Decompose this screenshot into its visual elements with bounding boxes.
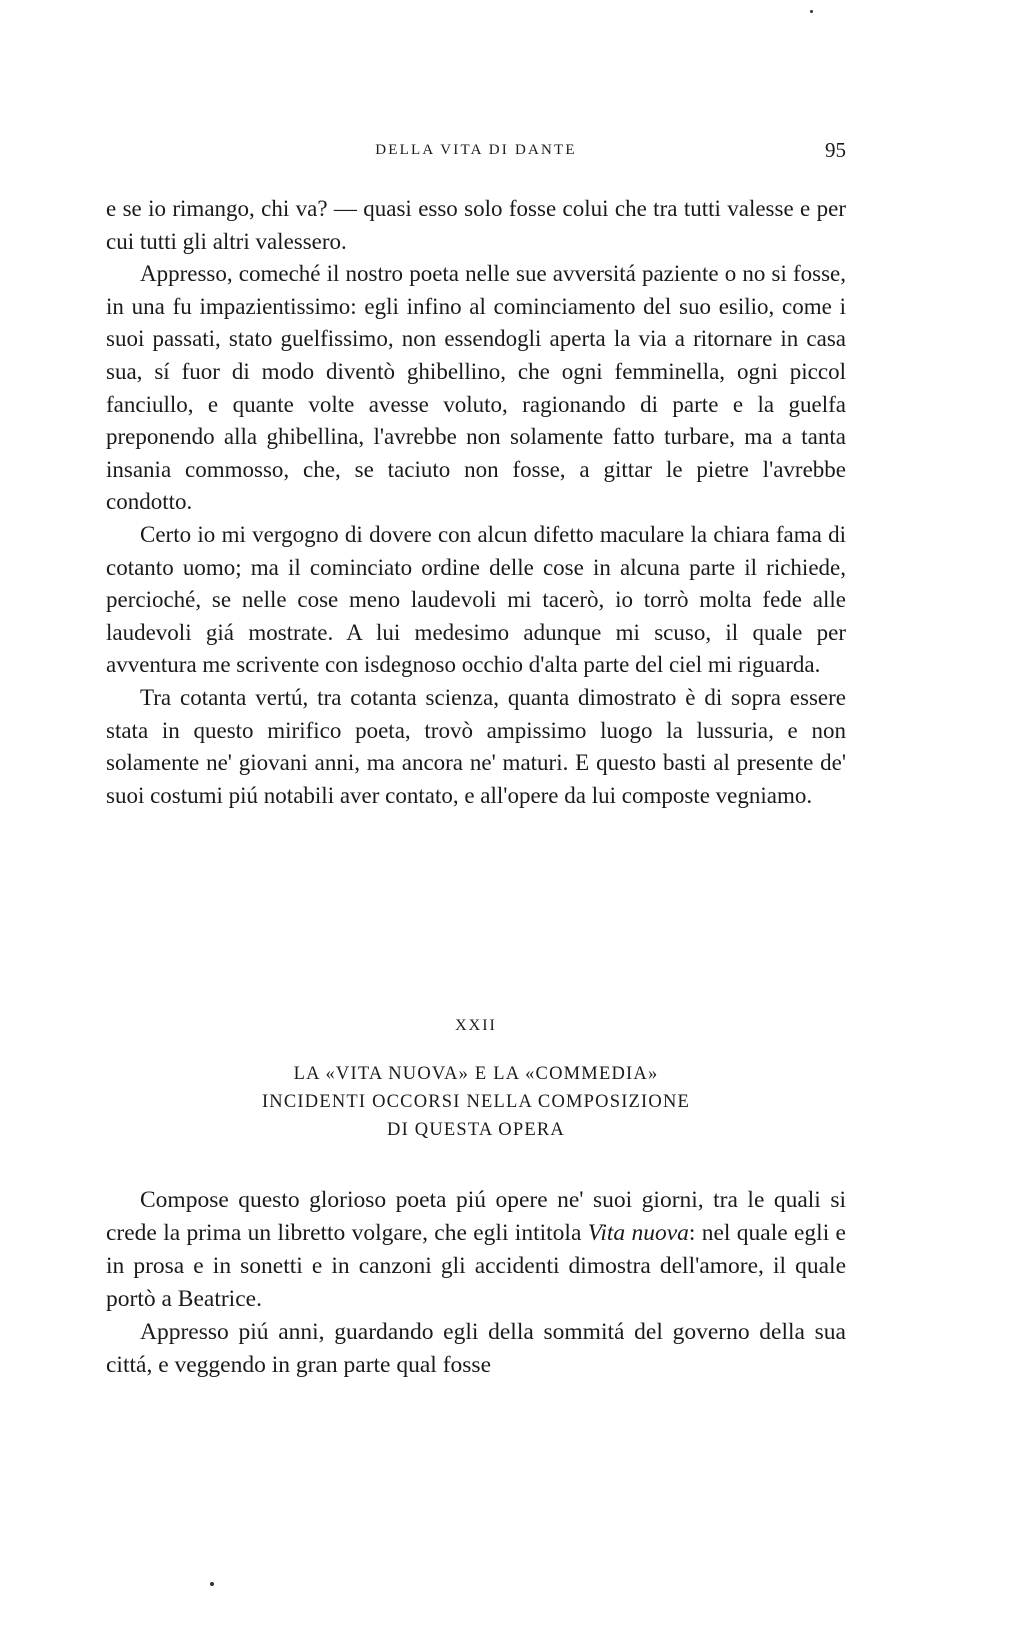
chapter-heading-line: LA «VITA NUOVA» E LA «COMMEDIA»: [293, 1064, 659, 1084]
work-title: Vita nuova: [587, 1220, 689, 1246]
paragraph-text: : nel quale egli e in prosa e in sonetti e in canzoni gli accidenti dimostra dell'amore, il quale portò a Beatrice.: [106, 1220, 846, 1312]
print-speck: [810, 10, 813, 13]
page-number: 95: [825, 138, 846, 162]
text-block-chapter-xxii: [106, 1184, 846, 1382]
print-speck: [210, 1582, 214, 1586]
chapter-heading-line: INCIDENTI OCCORSI NELLA COMPOSIZIONE: [261, 1092, 691, 1112]
paragraph: [106, 1184, 846, 1316]
paragraph: Certo io mi vergogno di dovere con alcun difetto maculare la chiara fama di cotanto uomo; ma il cominciato ordine delle cose in alcuna parte il richiede, percioché, se nelle cose meno laudevoli mi tacerò, io torrò molta fede alle laudevoli giá mostrate. A lui medesimo adunque mi scuso, il quale per avventura me scrivente con isdegnoso occhio d'alta parte del ciel mi riguarda.: [106, 521, 846, 678]
chapter-number: XXII: [455, 1017, 497, 1034]
paragraph: Tra cotanta vertú, tra cotanta scienza, quanta dimostrato è di sopra essere stata in questo mirifico poeta, trovò ampissimo luogo la lussuria, e non solamente ne' giovani anni, ma ancora ne' maturi. E questo basti al presente de' suoi costumi piú notabili aver contato, e all'opere da lui composte vegniamo.: [106, 684, 846, 808]
paragraph-text: Compose questo glorioso poeta piú opere ne' suoi giorni, tra le quali si crede la prima un libretto volgare, che egli intitola: [106, 1187, 846, 1246]
paragraph-continuation: e se io rimango, chi va? — quasi esso solo fosse colui che tra tutti valesse e per cui tutti gli altri valessero.: [106, 196, 846, 254]
chapter-heading-line: DI QUESTA OPERA: [387, 1120, 565, 1140]
text-block-previous-chapter: [106, 193, 846, 812]
paragraph: Appresso piú anni, guardando egli della sommitá del governo della sua cittá, e veggendo in gran parte qual fosse: [106, 1319, 846, 1378]
paragraph: Appresso, comeché il nostro poeta nelle sue avversitá paziente o no si fosse, in una fu impazientissimo: egli infino al cominciamento del suo esilio, come i suoi passati, stato guelfissimo, non essendogli aperta la via a ritornare in casa sua, sí fuor di modo diventò ghibellino, che ogni femminella, ogni piccol fanciullo, e quante volte avesse voluto, ragionando di parte e la guelfa preponendo alla ghibellina, l'avrebbe non solamente fatto turbare, ma a tanta insania commosso, che, se taciuto non fosse, a gittar le pietre l'avrebbe condotto.: [106, 261, 846, 515]
running-title: DELLA VITA DI DANTE: [375, 142, 577, 158]
running-head: [106, 138, 846, 164]
chapter-heading: [106, 1060, 846, 1144]
